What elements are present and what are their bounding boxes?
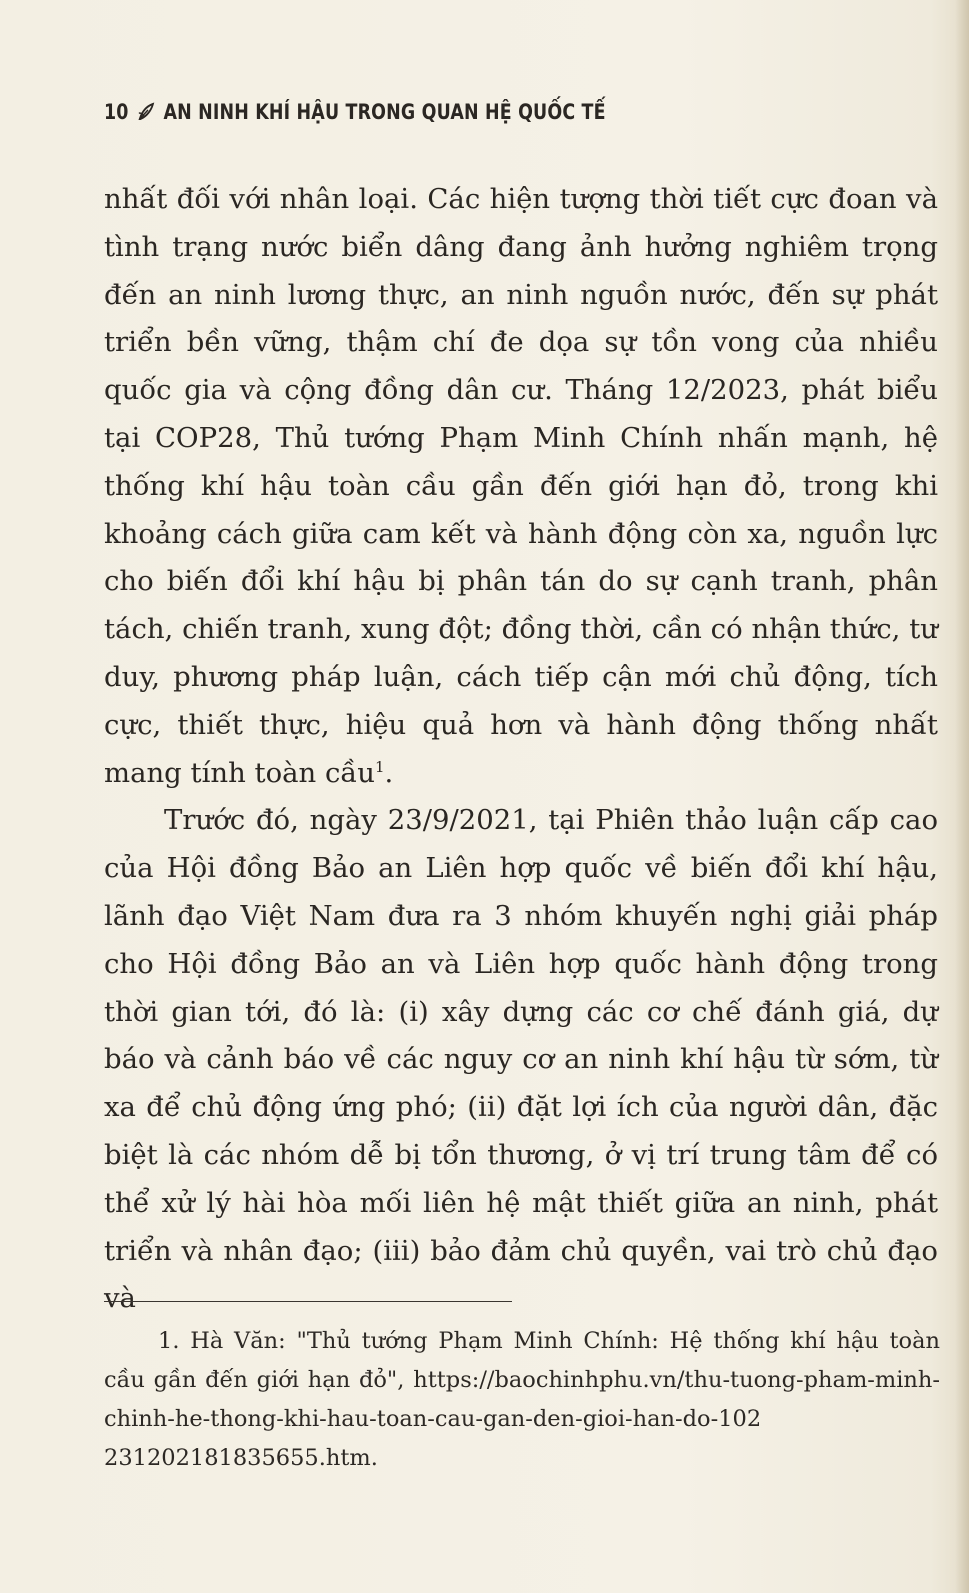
- paragraph-2: Trước đó, ngày 23/9/2021, tại Phiên thảo luận cấp cao của Hội đồng Bảo an Liên hợp quốc về biến đổi khí hậu, lãnh đạo Việt Nam đưa ra 3 nhóm khuyến nghị giải pháp cho Hội đồng Bảo an và Liên hợp quốc hành động trong thời gian tới, đó là: (i) xây dựng các cơ chế đánh giá, dự báo và cảnh báo về các nguy cơ an ninh khí hậu từ sớm, từ xa để chủ động ứng phó; (ii) đặt lợi ích của người dân, đặc biệt là các nhóm dễ bị tổn thương, ở vị trí trung tâm để có thể xử lý hài hòa mối liên hệ mật thiết giữa an ninh, phát triển và nhân đạo; (iii) bảo đảm chủ quyền, vai trò chủ đạo và: [104, 804, 938, 1315]
- footnote-divider: [104, 1301, 512, 1302]
- footnote-reference: 1: [374, 757, 385, 776]
- paragraph-1-end: .: [384, 756, 394, 789]
- paragraph-1-text: nhất đối với nhân loại. Các hiện tượng thời tiết cực đoan và tình trạng nước biển dâng đang ảnh hưởng nghiêm trọng đến an ninh lương thực, an ninh nguồn nước, đến sự phát triển bền vững, thậm chí đe dọa sự tồn vong của nhiều quốc gia và cộng đồng dân cư. Tháng 12/2023, phát biểu tại COP28, Thủ tướng Phạm Minh Chính nhấn mạnh, hệ thống khí hậu toàn cầu gần đến giới hạn đỏ, trong khi khoảng cách giữa cam kết và hành động còn xa, nguồn lực cho biến đổi khí hậu bị phân tán do sự cạnh tranh, phân tách, chiến tranh, xung đột; đồng thời, cần có nhận thức, tư duy, phương pháp luận, cách tiếp cận mới chủ động, tích cực, thiết thực, hiệu quả hơn và hành động thống nhất mang tính toàn cầu: [104, 183, 938, 789]
- running-title: AN NINH KHÍ HẬU TRONG QUAN HỆ QUỐC TẾ: [163, 100, 606, 124]
- leaf-flourish-icon: [137, 101, 155, 123]
- running-header: [104, 92, 606, 132]
- page-number: 10: [104, 100, 129, 124]
- footnote-1: 1. Hà Văn: "Thủ tướng Phạm Minh Chính: Hệ thống khí hậu toàn cầu gần đến giới hạn đỏ", https://baochinhphu.vn/thu-tuong-pham-minh-chinh-he-thong-khi-hau-toan-cau-gan-den-gioi-han-do-102 231202181835655.htm.: [104, 1328, 940, 1471]
- page-edge-shadow: [955, 0, 969, 1593]
- paragraph-1: [104, 176, 938, 797]
- main-text: [104, 176, 938, 1323]
